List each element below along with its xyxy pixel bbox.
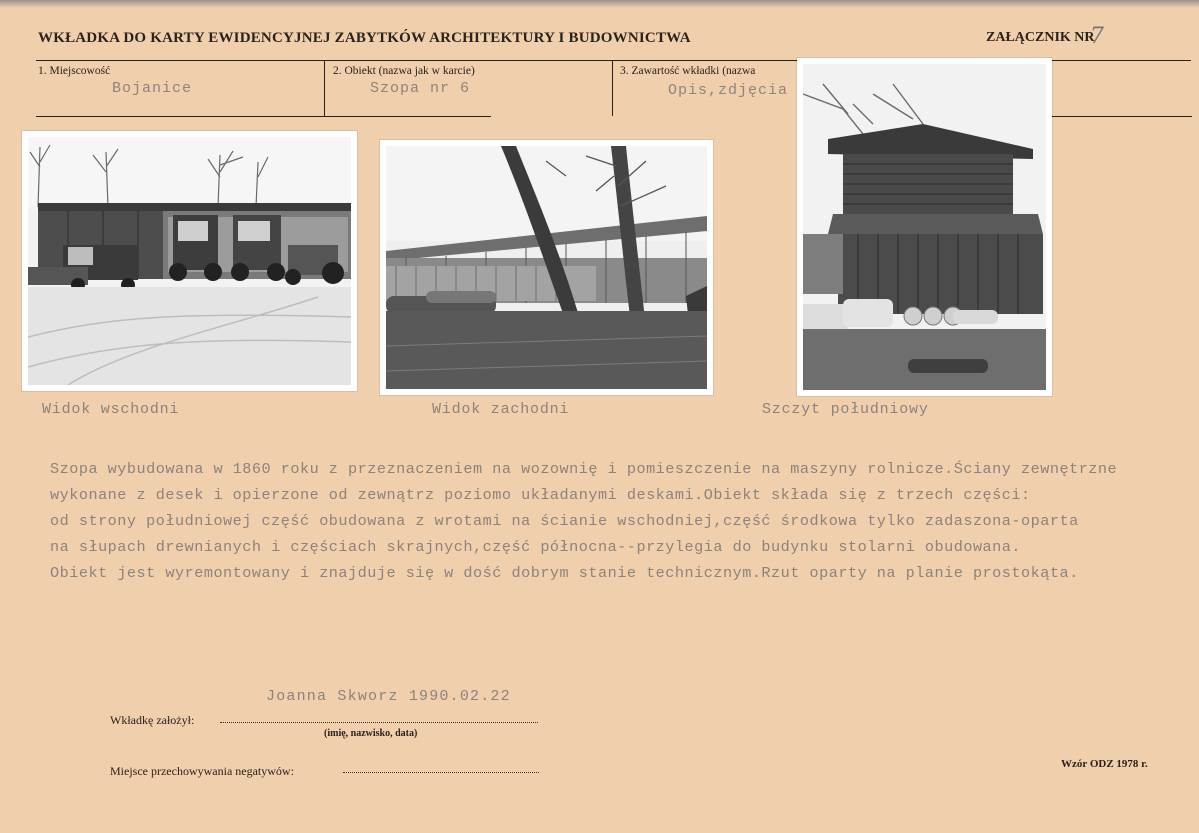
annex-label: ZAŁĄCZNIK NR	[986, 30, 1095, 45]
signature-typed: Joanna Skworz 1990.02.22	[266, 688, 511, 705]
description-line: Obiekt jest wyremontowany i znajduje się w dość dobrym stanie technicznym.Rzut oparty na planie prostokąta.	[50, 564, 1079, 582]
content-value: Opis,zdjęcia	[668, 82, 789, 99]
description-line: Szopa wybudowana w 1860 roku z przeznaczeniem na wozownię i pomieszczenie na maszyny rolnicze.Ściany zewnętrzne	[50, 460, 1118, 478]
caption-west-view: Widok zachodni	[432, 401, 570, 418]
locality-value: Bojanice	[112, 80, 193, 97]
created-by-hint: (imię, nazwisko, data)	[324, 728, 418, 739]
content-label: 3. Zawartość wkładki (nazwa	[620, 65, 756, 77]
field-divider	[612, 60, 613, 116]
description-text	[50, 456, 1195, 586]
photo-west-view	[380, 140, 713, 395]
locality-label: 1. Miejscowość	[38, 65, 111, 77]
storage-label: Miejsce przechowywania negatywów:	[110, 764, 294, 778]
photo-south-gable	[797, 58, 1052, 396]
description-line: od strony południowej część obudowana z wrotami na ścianie wschodniej,część środkowa tylko zadaszona-oparta	[50, 512, 1079, 530]
field-divider	[324, 60, 325, 116]
header-bottom-rule-right	[1052, 116, 1192, 117]
annex-number: 7	[1090, 24, 1104, 49]
document-title: WKŁADKA DO KARTY EWIDENCYJNEJ ZABYTKÓW ARCHITEKTURY I BUDOWNICTWA	[38, 30, 691, 46]
header-bottom-rule	[36, 116, 491, 117]
created-by-dotline	[220, 722, 538, 723]
caption-south-gable: Szczyt południowy	[762, 401, 929, 418]
caption-east-view: Widok wschodni	[42, 401, 180, 418]
object-label: 2. Obiekt (nazwa jak w karcie)	[333, 65, 475, 77]
description-line: na słupach drewnianych i częściach skrajnych,część północna--przylegia do budynku stolarni obudowana.	[50, 538, 1022, 556]
template-label: Wzór ODZ 1978 r.	[1061, 758, 1148, 770]
description-line: wykonane z desek i opierzone od zewnątrz poziomo układanymi deskami.Obiekt składa się z trzech części:	[50, 486, 1031, 504]
object-value: Szopa nr 6	[370, 80, 471, 97]
photo-east-view	[22, 131, 357, 391]
storage-dotline	[343, 772, 539, 773]
created-by-label: Wkładkę założył:	[110, 713, 195, 727]
